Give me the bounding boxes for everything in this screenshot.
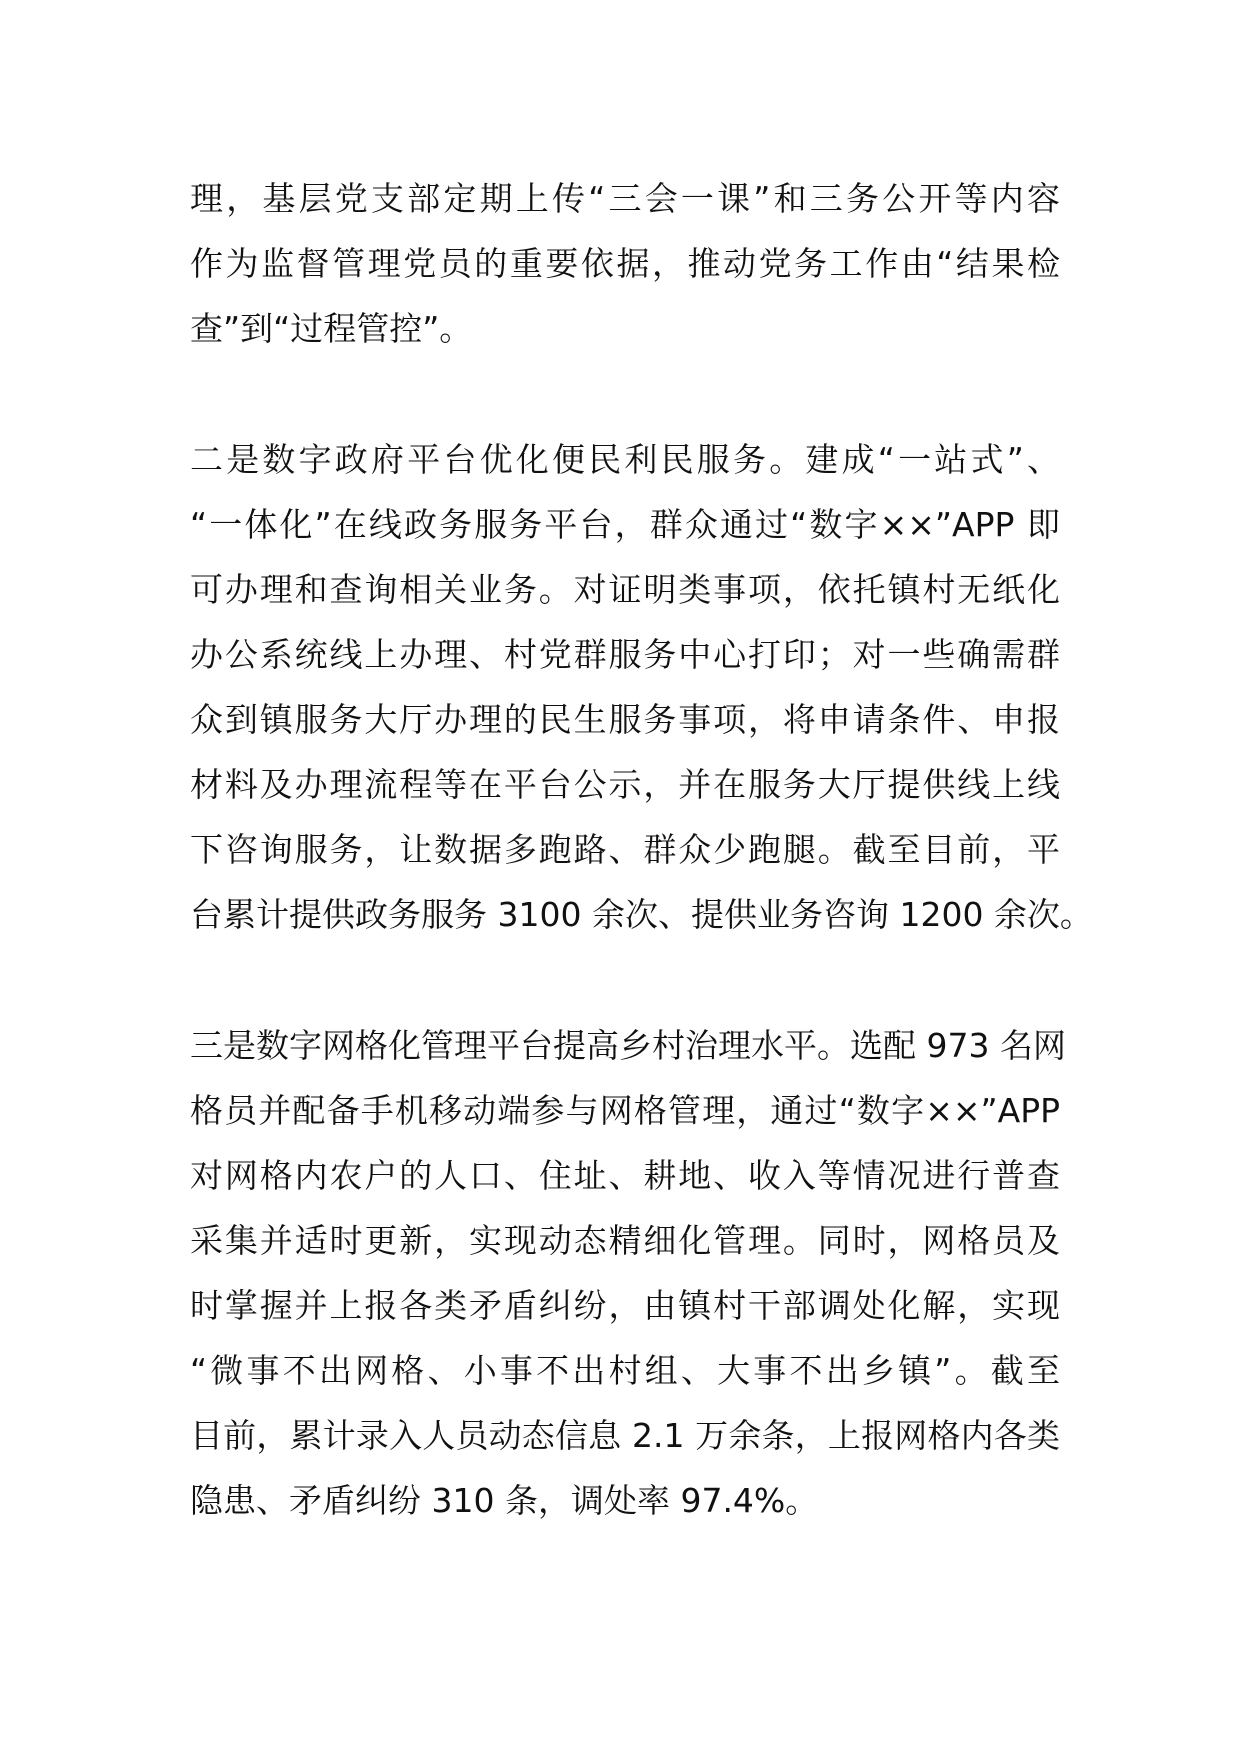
- text-line: 格员并配备手机移动端参与网格管理，通过“数字××”APP: [190, 1091, 1060, 1130]
- text-line: 对网格内农户的人口、住址、耕地、收入等情况进行普查: [190, 1156, 1060, 1195]
- text-line: 理，基层党支部定期上传“三会一课”和三务公开等内容: [190, 179, 1060, 218]
- text-line: 查”到“过程管控”。: [190, 309, 473, 348]
- text-line: 三是数字网格化管理平台提高乡村治理水平。选配 973 名网: [190, 1026, 1066, 1065]
- paragraph-digital-government: [190, 427, 1093, 947]
- text-line: “一体化”在线政务服务平台，群众通过“数字××”APP 即: [190, 505, 1060, 544]
- text-line: 众到镇服务大厅办理的民生服务事项，将申请条件、申报: [190, 700, 1060, 739]
- text-line: 二是数字政府平台优化便民利民服务。建成“一站式”、: [190, 440, 1060, 479]
- text-line: “微事不出网格、小事不出村组、大事不出乡镇”。截至: [190, 1351, 1060, 1390]
- text-line: 时掌握并上报各类矛盾纠纷，由镇村干部调处化解，实现: [190, 1286, 1060, 1325]
- text-line: 下咨询服务，让数据多跑路、群众少跑腿。截至目前，平: [190, 830, 1060, 869]
- text-line: 目前，累计录入人员动态信息 2.1 万余条，上报网格内各类: [190, 1416, 1060, 1455]
- paragraph-grid-management: [190, 1013, 1066, 1533]
- text-line: 可办理和查询相关业务。对证明类事项，依托镇村无纸化: [190, 570, 1060, 609]
- text-line: 采集并适时更新，实现动态精细化管理。同时，网格员及: [190, 1221, 1060, 1260]
- text-line: 作为监督管理党员的重要依据，推动党务工作由“结果检: [190, 244, 1060, 283]
- text-line: 材料及办理流程等在平台公示，并在服务大厅提供线上线: [190, 765, 1060, 804]
- text-line: 办公系统线上办理、村党群服务中心打印；对一些确需群: [190, 635, 1060, 674]
- text-line: 隐患、矛盾纠纷 310 条，调处率 97.4%。: [190, 1481, 819, 1520]
- paragraph-party-affairs: [190, 166, 1060, 361]
- text-line: 台累计提供政务服务 3100 余次、提供业务咨询 1200 余次。: [190, 895, 1093, 934]
